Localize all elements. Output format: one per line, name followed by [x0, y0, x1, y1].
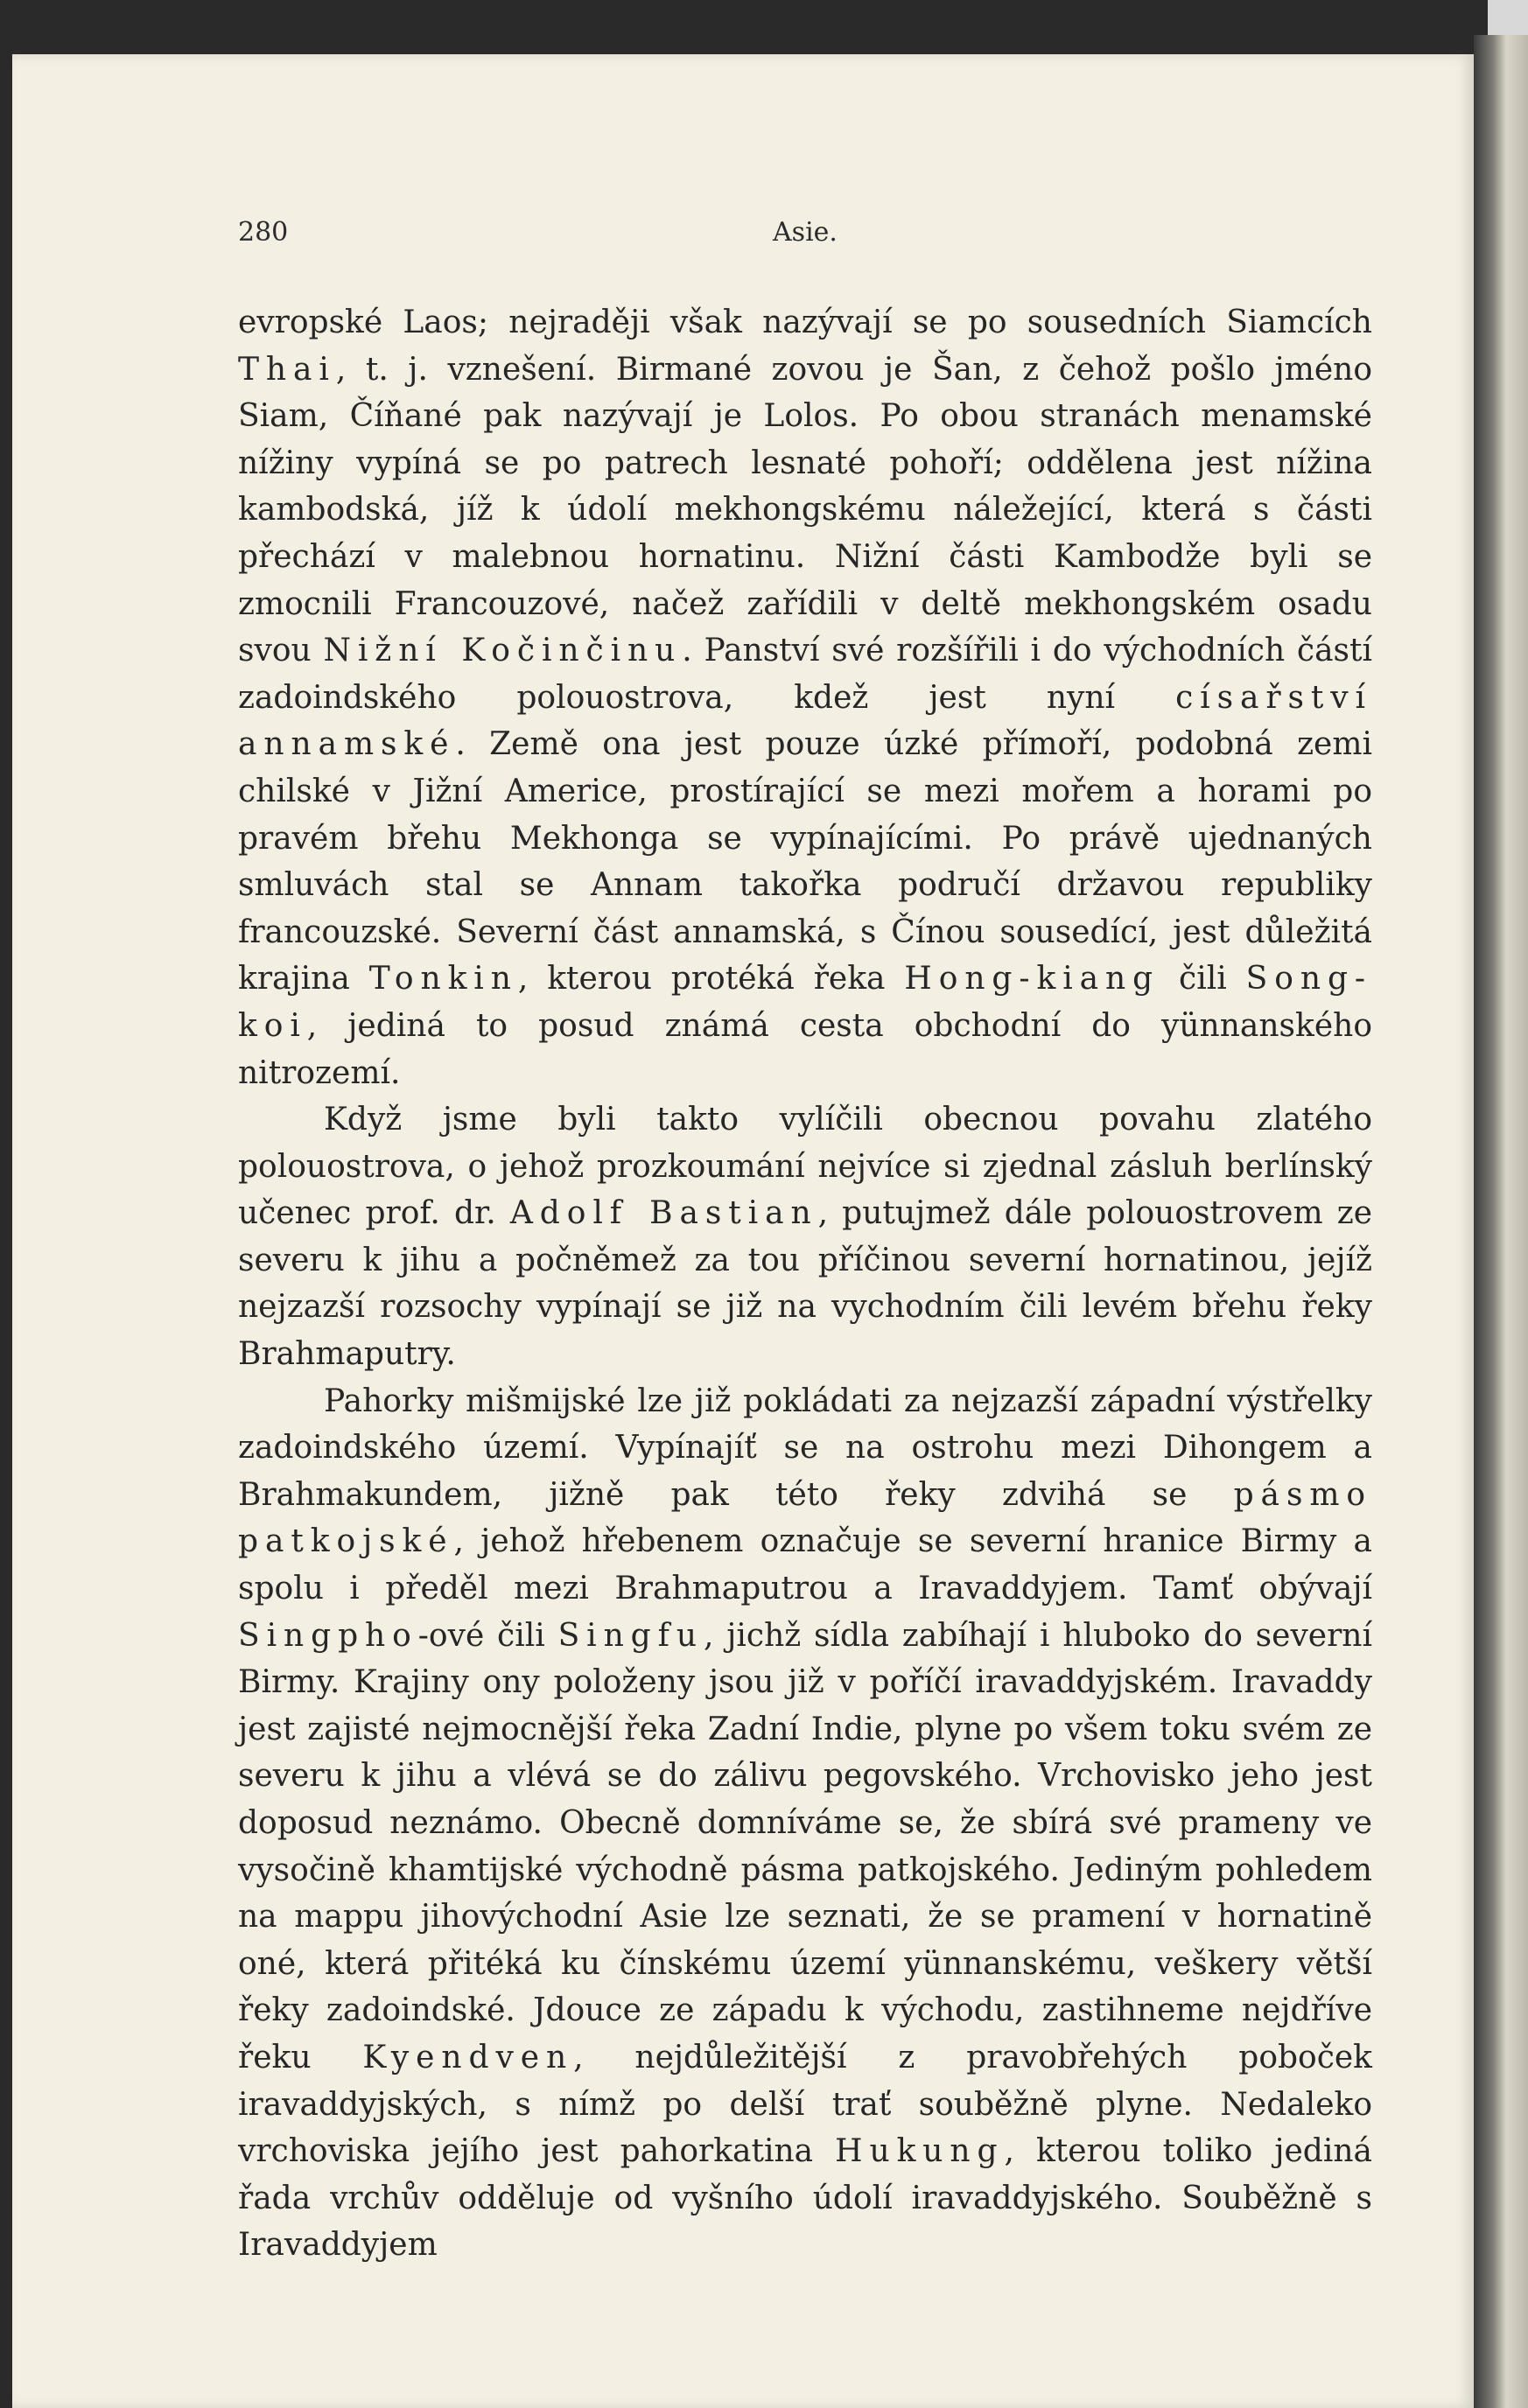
text-run: , nejdůležitější z pravobřehých poboček iravaddyjských, s nímž po delší trať souběžně plyne. Nedaleko vrchoviska jejího jest pahorkatina [238, 2039, 1372, 2170]
text-run: , kterou toliko jediná řada vrchův odděluje od vyšního údolí iravaddyjského. Souběžně s Iravaddyjem [238, 2133, 1372, 2264]
spaced-emphasis: Hong-kiang [904, 961, 1160, 998]
spaced-emphasis: Song-koi [238, 961, 1372, 1044]
spaced-emphasis: Thai [238, 351, 336, 388]
running-title: Asie. [773, 217, 838, 248]
background-strip [1488, 0, 1528, 35]
book-spine [1474, 35, 1528, 2408]
paragraph [238, 299, 1372, 1096]
spaced-emphasis: Tonkin [368, 961, 518, 998]
spaced-emphasis: pásmo patkojské [238, 1476, 1372, 1560]
spaced-emphasis: Kyendven [362, 2039, 574, 2076]
running-head [238, 217, 1372, 252]
spaced-emphasis: císařství annamské [238, 679, 1372, 763]
text-run: , t. j. vznešení. Birmané zovou je Šan, z čehož pošlo jméno Siam, Číňané pak nazývají je Lolos. Po obou stranách menamské nížiny vypíná se po patrech lesnaté pohoří; oddělena jest nížina kambodská, jíž k údolí mekhongskému náležející, která s části přechází v malebnou hornatinu. Nižní části Kambodže byli se zmocnili Francouzové, načež zařídili v deltě mekhongském osadu svou [238, 351, 1372, 669]
spaced-emphasis: Singfu [557, 1617, 704, 1654]
spaced-emphasis: Singpho [238, 1617, 418, 1654]
text-run: . Panství své rozšířili i do východních částí zadoindského polouostrova, kdež jest nyní [238, 633, 1372, 716]
body-text [238, 299, 1372, 2269]
text-run: , kterou protéká řeka [517, 961, 905, 998]
text-run: , jehož hřebenem označuje se severní hranice Birmy a spolu i předěl mezi Brahmaputrou a Iravaddyjem. Tamť obývají [238, 1523, 1372, 1607]
text-run: , jediná to posud známá cesta obchodní do yünnanského nitrozemí. [238, 1007, 1372, 1091]
text-run: čili [1160, 961, 1246, 998]
spaced-emphasis: Adolf Bastian [509, 1195, 818, 1232]
page-number: 280 [238, 217, 289, 248]
text-run: , putujmež dále polouostrovem ze severu k jihu a počněmež za tou příčinou severní hornatinou, jejíž nejzazší rozsochy vypínají se již na vychodním čili levém břehu řeky Brahmaputry. [238, 1195, 1373, 1373]
text-run: Když jsme byli takto vylíčili obecnou povahu zlatého polouostrova, o jehož prozkoumání nejvíce si zjednal zásluh berlínský učenec prof. dr. [238, 1102, 1372, 1232]
spaced-emphasis: Hukung [835, 2133, 1005, 2170]
text-run: evropské Laos; nejraději však nazývají se po sousedních Siamcích [238, 304, 1372, 340]
text-run: , jichž sídla zabíhají i hluboko do severní Birmy. Krajiny ony položeny jsou již v poříčí iravaddyjském. Iravaddy jest zajisté nejmocnější řeka Zadní Indie, plyne po všem toku svém ze severu k jihu a vlévá se do zálivu pegovského. Vrchovisko jeho jest doposud neznámo. Obecně domníváme se, že sbírá své prameny ve vysočině khamtijské východně pásma patkojského. Jediným pohledem na mappu jihovýchodní Asie lze seznati, že se pramení v hornatině oné, která přitéká ku čínskému území yünnanskému, veškery větší řeky zadoindské. Jdouce ze západu k východu, zastihneme nejdříve řeku [238, 1617, 1373, 2076]
paragraph [238, 1378, 1372, 2269]
text-run: -ové čili [417, 1617, 558, 1654]
text-run: . Země ona jest pouze úzké přímoří, podobná zemi chilské v Jižní Americe, prostírající se mezi mořem a horami po pravém břehu Mekhonga se vypínajícími. Po právě ujednaných smluvách stal se Annam takořka područí državou republiky francouzské. Severní část annamská, s Čínou sousedící, jest důležitá krajina [238, 726, 1372, 998]
paragraph [238, 1096, 1372, 1378]
spaced-emphasis: Nižní Kočinčinu [323, 633, 683, 669]
text-run: Pahorky mišmijské lze již pokládati za nejzazší západní výstřelky zadoindského území. Vypínajíť se na ostrohu mezi Dihongem a Brahmakundem, jižně pak této řeky zdvihá se [238, 1382, 1372, 1513]
